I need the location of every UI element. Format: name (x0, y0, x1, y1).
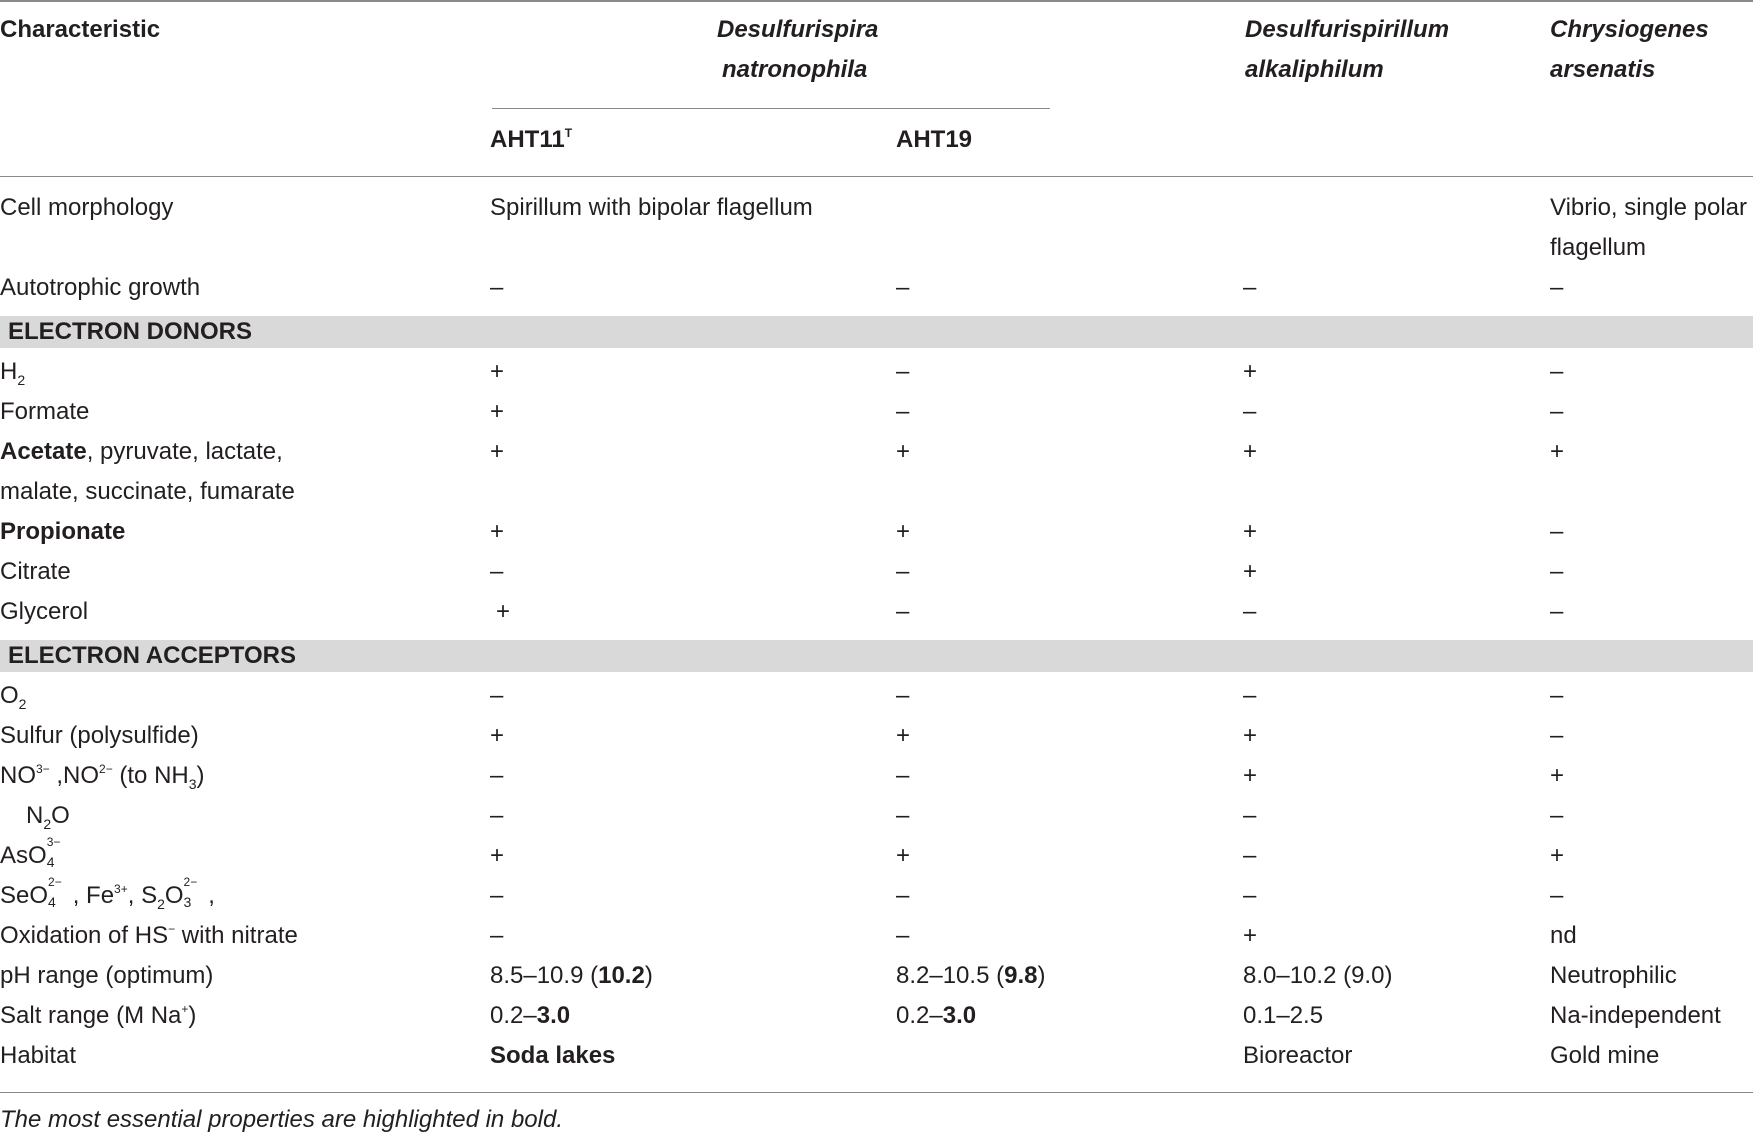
row-label: Citrate (0, 558, 71, 585)
cell-value: Bioreactor (1243, 1042, 1353, 1069)
section-band-donors (0, 316, 1753, 348)
cell-value: – (896, 398, 910, 425)
cell-value: + (490, 722, 505, 749)
row-label: pH range (optimum) (0, 962, 214, 989)
cell-value: 0.2–3.0 (490, 1002, 571, 1029)
cell-value: + (490, 438, 505, 465)
cell-value: – (1550, 358, 1564, 385)
row-label: $O_2$ (0, 682, 27, 712)
row-label: Habitat (0, 1042, 77, 1069)
cell-value: + (896, 842, 911, 869)
cell-value: + (496, 598, 511, 625)
cell-value: + (1243, 922, 1258, 949)
row-label: AsO 3− 4 (0, 835, 61, 870)
header-species-2-line1: Desulfurispirillum (1245, 16, 1450, 43)
header-species-1-line2: natronophila (722, 56, 868, 83)
cell-value: – (490, 682, 504, 709)
cell-value: + (1550, 762, 1565, 789)
cell-value: – (896, 682, 910, 709)
header-species-2-line2: alkaliphilum (1245, 56, 1384, 83)
row-label: Acetate, pyruvate, lactate, (0, 438, 283, 465)
cell-value: + (490, 518, 505, 545)
row-label: Autotrophic growth (0, 274, 201, 301)
cell-value: + (1243, 438, 1258, 465)
cell-value: + (896, 722, 911, 749)
cell-value: – (896, 274, 910, 301)
row-label: SeO 2− 4 , $Fe^{3+}$, $S_2O$ 2− 3 , (0, 875, 215, 912)
cell-value: – (490, 762, 504, 789)
row-label: Propionate (0, 518, 126, 545)
cell-value: – (490, 882, 504, 909)
cell-value: – (896, 802, 910, 829)
cell-value: 0.1–2.5 (1243, 1002, 1324, 1029)
header-bottom-rule (0, 176, 1753, 177)
cell-value: – (1243, 398, 1257, 425)
header-strain-2: AHT19 (896, 126, 973, 153)
row-label: Glycerol (0, 598, 89, 625)
cell-value: – (1243, 882, 1257, 909)
cell-value: Soda lakes (490, 1042, 616, 1069)
cell-value: 8.5–10.9 (10.2) (490, 962, 653, 989)
cell-value: – (490, 922, 504, 949)
row-label: $N_2O$ (26, 802, 70, 832)
cell-value: – (896, 922, 910, 949)
row-label: Oxidation of HS− with nitrate (0, 922, 298, 949)
cell-value: nd (1550, 922, 1577, 949)
cell-value: – (1550, 722, 1564, 749)
cell-value: – (1550, 802, 1564, 829)
cell-value: + (896, 438, 911, 465)
cell-value: – (1243, 274, 1257, 301)
cell-value: Vibrio, single polar (1550, 194, 1748, 221)
cell-value: 8.0–10.2 (9.0) (1243, 962, 1393, 989)
cell-value: – (490, 802, 504, 829)
cell-value: + (1243, 358, 1258, 385)
cell-value: Na-independent (1550, 1002, 1721, 1029)
table-bottom-rule (0, 1092, 1753, 1093)
cell-value: + (1243, 762, 1258, 789)
table-footnote: The most essential properties are highlighted in bold. (0, 1106, 563, 1133)
cell-value: – (896, 558, 910, 585)
row-label-line2: malate, succinate, fumarate (0, 478, 295, 505)
cell-value: + (1550, 438, 1565, 465)
cell-value: – (1550, 598, 1564, 625)
header-species-1-line1: Desulfurispira (717, 16, 879, 43)
cell-value: + (896, 518, 911, 545)
cell-value: Spirillum with bipolar flagellum (490, 194, 813, 221)
cell-value: + (490, 358, 505, 385)
cell-value: – (896, 358, 910, 385)
header-characteristic: Characteristic (0, 16, 161, 43)
cell-value: – (1550, 274, 1564, 301)
cell-value: – (1550, 558, 1564, 585)
cell-value: – (1243, 682, 1257, 709)
row-label: Salt range (M Na+) (0, 1002, 197, 1029)
cell-value: + (1550, 842, 1565, 869)
cell-value: + (1243, 558, 1258, 585)
header-strain-1: $AHT11^T$ (490, 126, 573, 153)
cell-value: – (896, 762, 910, 789)
cell-value: – (490, 558, 504, 585)
cell-value: – (896, 882, 910, 909)
cell-value: – (1550, 518, 1564, 545)
section-title-acceptors: ELECTRON ACCEPTORS (8, 642, 297, 669)
header-subrule (492, 108, 1050, 109)
header-species-3-line1: Chrysiogenes (1550, 16, 1709, 43)
row-label: Formate (0, 398, 90, 425)
cell-value: – (1243, 802, 1257, 829)
row-label: $H_2$ (0, 358, 26, 388)
cell-value: + (1243, 518, 1258, 545)
cell-value: + (490, 398, 505, 425)
table-top-rule (0, 0, 1753, 2)
cell-value: 0.2–3.0 (896, 1002, 977, 1029)
header-species-3-line2: arsenatis (1550, 56, 1656, 83)
row-label: $NO^{3-}$ $,NO^{2-}$ (to $NH_3$) (0, 762, 205, 792)
cell-value: – (490, 274, 504, 301)
row-label: Sulfur (polysulfide) (0, 722, 199, 749)
cell-value: Neutrophilic (1550, 962, 1677, 989)
cell-value: – (1550, 398, 1564, 425)
cell-value: 8.2–10.5 (9.8) (896, 962, 1046, 989)
cell-value: + (1243, 722, 1258, 749)
row-label: Cell morphology (0, 194, 174, 221)
cell-value: – (1243, 598, 1257, 625)
cell-value: – (896, 598, 910, 625)
cell-value: + (490, 842, 505, 869)
cell-value: – (1243, 842, 1257, 869)
cell-value: Gold mine (1550, 1042, 1660, 1069)
cell-value: – (1550, 882, 1564, 909)
section-title-donors: ELECTRON DONORS (8, 318, 253, 345)
cell-value: flagellum (1550, 234, 1647, 261)
cell-value: – (1550, 682, 1564, 709)
